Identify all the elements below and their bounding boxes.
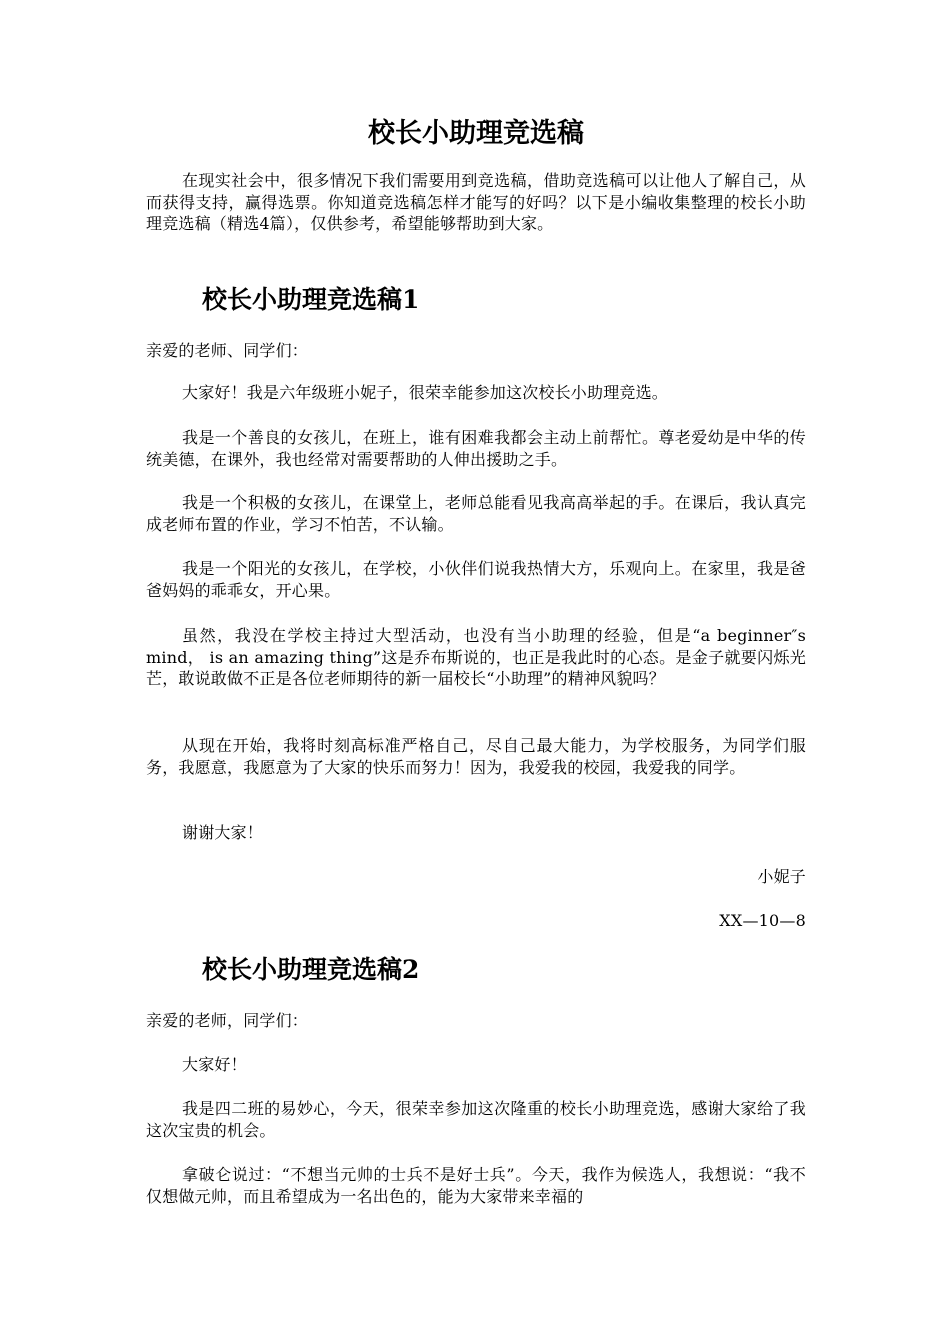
section-1-signature: 小妮子 bbox=[757, 867, 806, 886]
section-2-paragraph-3: 拿破仑说过：“不想当元帅的士兵不是好士兵”。今天，我作为候选人，我想说：“我不仅想做元帅，而且希望成为一名出色的，能为大家带来幸福的 bbox=[146, 1165, 806, 1206]
section-1-paragraph-6: 从现在开始，我将时刻高标准严格自己，尽自己最大能力，为学校服务，为同学们服务，我愿意，我愿意为了大家的快乐而努力！因为，我爱我的校园，我爱我的同学。 bbox=[146, 736, 806, 777]
section-2-heading: 校长小助理竞选稿2 bbox=[202, 955, 420, 984]
section-2-paragraph-1: 大家好！ bbox=[182, 1055, 247, 1074]
section-1-paragraph-5: 虽然，我没在学校主持过大型活动，也没有当小助理的经验，但是“a beginner″s mind， is an amazing thing”这是乔布斯说的，也正是我此时的心态。是金子就要闪烁光芒，敢说敢做不正是各位老师期待的新一届校长“小助理”的精神风貌吗？ bbox=[146, 626, 806, 688]
page-title: 校长小助理竞选稿 bbox=[368, 118, 584, 149]
section-1-date: XX—10—8 bbox=[719, 911, 806, 930]
section-1-paragraph-4: 我是一个阳光的女孩儿，在学校，小伙伴们说我热情大方，乐观向上。在家里，我是爸爸妈妈的乖乖女，开心果。 bbox=[146, 559, 806, 600]
section-1-paragraph-3: 我是一个积极的女孩儿，在课堂上，老师总能看见我高高举起的手。在课后，我认真完成老师布置的作业，学习不怕苦，不认输。 bbox=[146, 493, 806, 534]
section-1-paragraph-7: 谢谢大家！ bbox=[182, 823, 264, 842]
intro-paragraph: 在现实社会中，很多情况下我们需要用到竞选稿，借助竞选稿可以让他人了解自己，从而获得支持，赢得选票。你知道竞选稿怎样才能写的好吗？以下是小编收集整理的校长小助理竞选稿（精选4篇），仅供参考，希望能够帮助到大家。 bbox=[146, 171, 806, 233]
section-1-paragraph-1: 大家好！我是六年级班小妮子，很荣幸能参加这次校长小助理竞选。 bbox=[182, 383, 669, 402]
section-1-paragraph-2: 我是一个善良的女孩儿，在班上，谁有困难我都会主动上前帮忙。尊老爱幼是中华的传统美德，在课外，我也经常对需要帮助的人伸出援助之手。 bbox=[146, 428, 806, 469]
section-1-salutation: 亲爱的老师、同学们： bbox=[146, 341, 309, 360]
section-1-heading: 校长小助理竞选稿1 bbox=[202, 285, 420, 314]
section-2-paragraph-2: 我是四二班的易妙心，今天，很荣幸参加这次隆重的校长小助理竞选，感谢大家给了我这次宝贵的机会。 bbox=[146, 1099, 806, 1140]
section-2-salutation: 亲爱的老师，同学们： bbox=[146, 1011, 309, 1030]
